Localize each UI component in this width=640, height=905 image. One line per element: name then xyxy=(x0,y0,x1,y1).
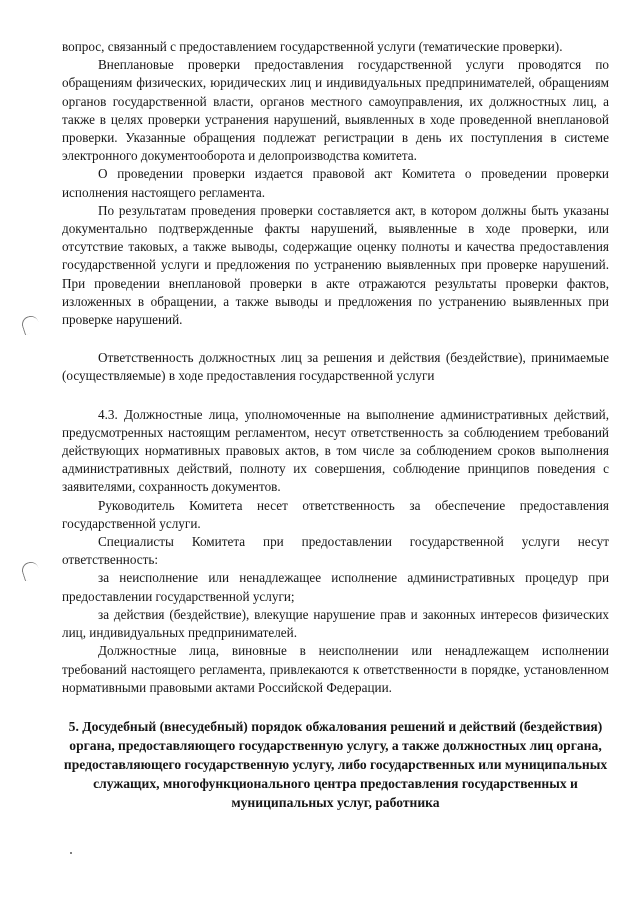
paragraph: вопрос, связанный с предоставлением государственной услуги (тематические проверки). xyxy=(62,39,563,54)
paragraph: за действия (бездействие), влекущие нарушение прав и законных интересов физических лиц, индивидуальных предпринимателей. xyxy=(62,606,609,641)
paragraph: 4.3. Должностные лица, уполномоченные на выполнение административных действий, предусмотренных настоящим регламентом, несут ответственность за соблюдением требований действующих нормативных правовых актов, в том числе за соблюдением сроков выполнения административных действий, полноту их совершения, соблюдение принципов поведения с заявителями, сохранность документов. xyxy=(62,406,609,495)
paragraph: Руководитель Комитета несет ответственность за обеспечение предоставления государственной услуги. xyxy=(62,497,609,531)
section-subheading: Ответственность должностных лиц за решения и действия (бездействие), принимаемые (осуществляемые) в ходе предоставления государственной услуги xyxy=(62,350,609,384)
scan-speck xyxy=(70,852,72,854)
paragraph: О проведении проверки издается правовой акт Комитета о проведении проверки исполнения настоящего регламента. xyxy=(62,166,609,200)
punch-hole-mark xyxy=(20,560,41,581)
paragraph: По результатам проведения проверки составляется акт, в котором должны быть указаны документально подтвержденные факты нарушений, выявленные в ходе проверки, или отсутствие таковых, а также выводы, содержащие оценку полноты и качества предоставления государственной услуги и предложения по устранению выявленных при проверке нарушений. При проведении внеплановой проверки в акте отражаются результаты проверки фактов, изложенных в обращении, а также выводы и предложения по устранению выявленных при проверке нарушений. xyxy=(62,202,609,328)
document-body xyxy=(62,38,609,812)
paragraph: Внеплановые проверки предоставления государственной услуги проводятся по обращениям физических, юридических лиц и индивидуальных предпринимателей, обращениям органов государственной власти, органов местного самоуправления, их должностных лиц, а также в целях проверки устранения нарушений, выявленных в ходе проведенной внеплановой проверки. Указанные обращения подлежат регистрации в день их поступления в системе электронного документооборота и делопроизводства комитета. xyxy=(62,57,609,164)
section-heading: 5. Досудебный (внесудебный) порядок обжалования решений и действий (бездействия) органа, предоставляющего государственную услугу, а также должностных лиц органа, предоставляющего государственную услугу, либо государственных или муниципальных служащих, многофункционального центра предоставления государственных и муниципальных услуг, работника xyxy=(63,718,608,810)
paragraph: Специалисты Комитета при предоставлении государственной услуги несут ответственность: xyxy=(62,534,609,568)
paragraph: за неисполнение или ненадлежащее исполнение административных процедур при предоставлении государственной услуги; xyxy=(62,570,609,604)
paragraph: Должностные лица, виновные в неисполнении или ненадлежащем исполнении требований настоящего регламента, привлекаются к ответственности в порядке, установленном нормативными правовыми актами Российской Федерации. xyxy=(62,643,609,695)
punch-hole-mark xyxy=(20,314,41,335)
